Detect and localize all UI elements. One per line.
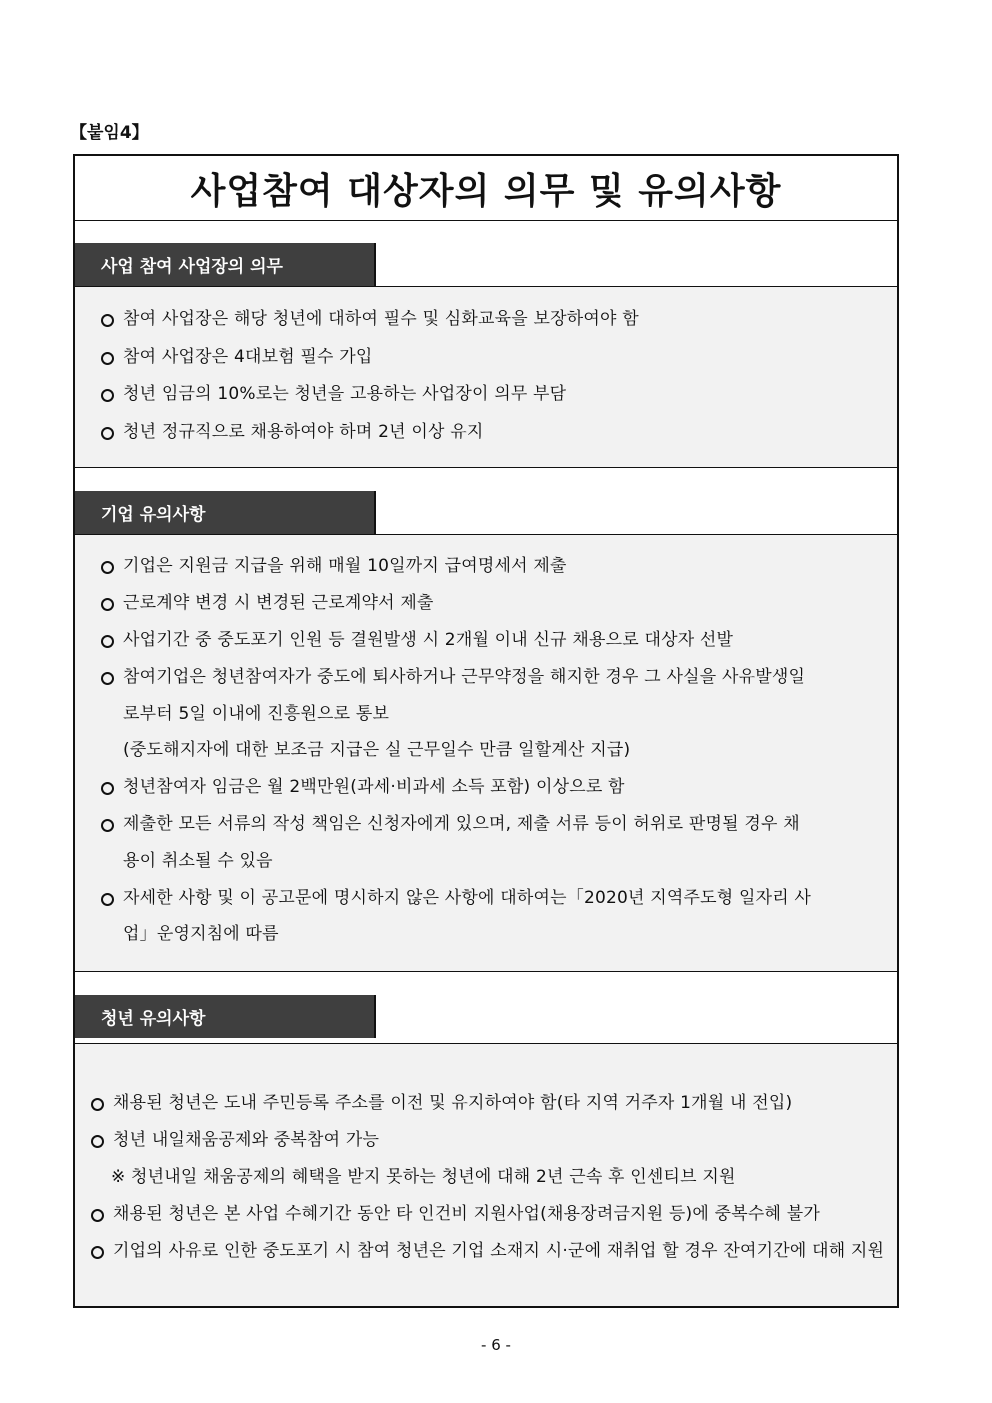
divider [75, 467, 897, 468]
section-heading-company-notes: 기업 유의사항 [75, 491, 376, 534]
section-body-workplace-duties: 참여 사업장은 해당 청년에 대하여 필수 및 심화교육을 보장하여야 함 참여 사업장은 4대보험 필수 가입 청년 임금의 10%로는 청년을 고용하는 사업장이 의무 부담 청년 정규직으로 채용하여야 하며 2년 이상 유지 [75, 287, 897, 467]
notice-frame [73, 154, 899, 1308]
title-row [75, 156, 897, 221]
section-heading-youth-notes: 청년 유의사항 [75, 995, 376, 1038]
section-heading-workplace-duties: 사업 참여 사업장의 의무 [75, 243, 376, 286]
page-title: 사업참여 대상자의 의무 및 유의사항 [190, 170, 782, 212]
attachment-label: 【붙임4】 [70, 123, 149, 143]
section-body-youth-notes: 채용된 청년은 도내 주민등록 주소를 이전 및 유지하여야 함(타 지역 거주자 1개월 내 전입) 청년 내일채움공제와 중복참여 가능 ※ 청년내일 채움공제의 혜택을 받지 못하는 청년에 대해 2년 근속 후 인센티브 지원 채용된 청년은 본 사업 수혜기간 동안 타 인건비 지원사업(채용장려금지원 등)에 중복수혜 불가 기업의 사유로 인한 중도포기 시 참여 청년은 기업 소재지 시·군에 재취업 할 경우 잔여기간에 대해 지원 [75, 1044, 897, 1306]
page-number: - 6 - [481, 1336, 511, 1354]
section-body-company-notes: 기업은 지원금 지급을 위해 매월 10일까지 급여명세서 제출 근로계약 변경 시 변경된 근로계약서 제출 사업기간 중 중도포기 인원 등 결원발생 시 2개월 이내 신규 채용으로 대상자 선발 참여기업은 청년참여자가 중도에 퇴사하거나 근무약정을 해지한 경우 그 사실을 사유발생일 로부터 5일 이내에 진흥원으로 통보 (중도해지자에 대한 보조금 지급은 실 근무일수 만큼 일할계산 지급) 청년참여자 임금은 월 2백만원(과세·비과세 소득 포함) 이상으로 함 제출한 모든 서류의 작성 책임은 신청자에게 있으며, 제출 서류 등이 허위로 판명될 경우 채 용이 취소될 수 있음 자세한 사항 및 이 공고문에 명시하지 않은 사항에 대하여는「2020년 지역주도형 일자리 사 업」운영지침에 따름 [75, 535, 897, 971]
divider [75, 971, 897, 972]
